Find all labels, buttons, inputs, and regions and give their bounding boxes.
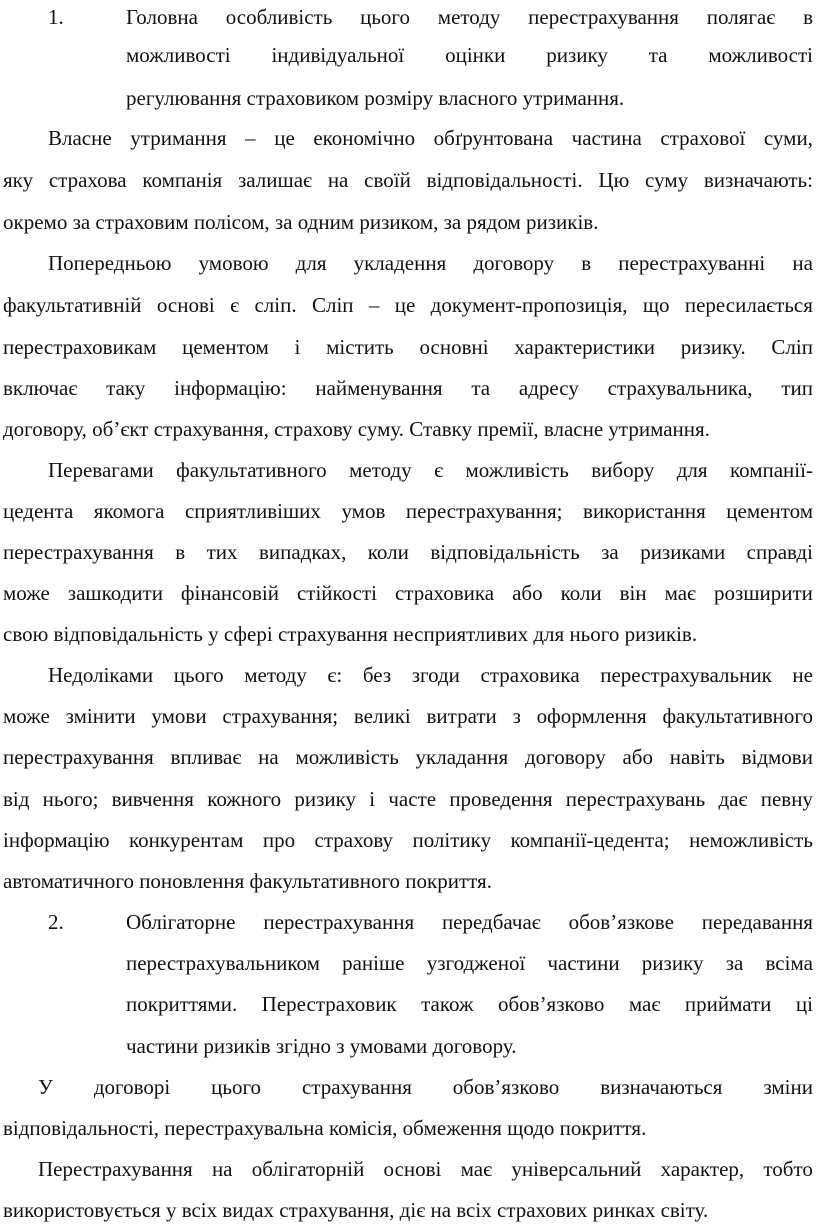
paragraph-line	[3, 583, 813, 604]
word: оформлення	[536, 704, 647, 728]
word: утримання	[130, 126, 227, 150]
word: впливає	[170, 745, 242, 769]
word: економічно	[313, 126, 416, 150]
word: цементом	[182, 335, 269, 359]
paragraph-line	[48, 128, 813, 149]
word: перестрахування	[3, 745, 154, 769]
word: перестрахування	[3, 540, 154, 564]
word: він	[619, 581, 647, 605]
word: на	[258, 745, 279, 769]
word: зашкодити	[67, 581, 163, 605]
word: цедента	[3, 499, 74, 523]
paragraph-line	[3, 789, 813, 810]
word: цього	[173, 663, 224, 687]
word: укладання	[415, 745, 509, 769]
word: компанія	[142, 168, 223, 192]
word: умови	[151, 704, 207, 728]
word: і	[369, 787, 376, 811]
word: страховика	[394, 581, 495, 605]
word: на	[327, 168, 349, 192]
word: частина	[571, 126, 642, 150]
word: коли	[560, 581, 602, 605]
word: страховика	[480, 663, 580, 687]
word: характер,	[660, 1157, 745, 1181]
word: облігаторній	[251, 1157, 365, 1181]
word: також	[421, 992, 474, 1016]
word: фінансовій	[180, 581, 279, 605]
word: ризиками	[640, 540, 726, 564]
word: раніше	[342, 951, 405, 975]
word: методу	[349, 458, 412, 482]
word: основі	[156, 293, 215, 317]
word: можливості	[126, 43, 231, 67]
word: узгодженої	[426, 951, 526, 975]
word: розширити	[714, 581, 813, 605]
word: Попередньою	[48, 251, 172, 275]
list-item-line	[126, 45, 813, 66]
word: для	[295, 251, 327, 275]
word: змінити	[65, 704, 136, 728]
word: суми,	[763, 126, 813, 150]
word: пересилається	[684, 293, 813, 317]
word: перестрахування;	[405, 499, 563, 523]
word: приймати	[684, 992, 772, 1016]
word: покриттями.	[126, 992, 238, 1016]
word: –	[368, 293, 380, 317]
word: має	[664, 581, 697, 605]
word: стійкості	[296, 581, 378, 605]
paragraph-line: свою відповідальність у сфері страхування несприятливих для нього ризиків.	[3, 622, 698, 646]
list-number: 2.	[48, 910, 64, 934]
word: компанії-цедента;	[510, 828, 670, 852]
word: це	[274, 126, 295, 150]
word: Облігаторне	[126, 910, 236, 934]
word: перестраховикам	[3, 335, 157, 359]
word: згоди	[411, 663, 460, 687]
word: та	[648, 43, 668, 67]
word: перестрахувальником	[126, 951, 320, 975]
paragraph-line	[3, 542, 813, 563]
word: в	[581, 251, 592, 275]
word: може	[3, 704, 50, 728]
word: Перевагами	[48, 458, 154, 482]
word: або	[622, 745, 653, 769]
word: інформацію	[3, 828, 110, 852]
word: полягає	[706, 5, 776, 29]
word: є:	[327, 663, 343, 687]
word: частини	[547, 951, 620, 975]
word: особливість	[225, 5, 333, 29]
word: обов’язкове	[568, 910, 674, 934]
word: методу	[244, 663, 307, 687]
word: на	[792, 251, 813, 275]
word: має	[460, 1157, 493, 1181]
word: якомога	[93, 499, 165, 523]
word: з	[512, 704, 521, 728]
word: про	[262, 828, 296, 852]
word: проведення	[449, 787, 553, 811]
list-item-line: регулювання страховиком розміру власного утримання.	[126, 86, 625, 110]
word: факультативного	[176, 458, 327, 482]
word: Недоліками	[48, 663, 154, 687]
word: цементом	[726, 499, 813, 523]
word: договору	[473, 251, 555, 275]
word: яку	[3, 168, 34, 192]
word: що	[642, 293, 670, 317]
word: вивчення	[111, 787, 194, 811]
word: використання	[583, 499, 706, 523]
word: Перестрахування	[38, 1157, 193, 1181]
paragraph-line: договору, об’єкт страхування, страхову суму. Ставку премії, власне утримання.	[3, 417, 710, 441]
word: витрати	[426, 704, 497, 728]
word: страхової	[660, 126, 746, 150]
word: страхова	[48, 168, 127, 192]
word: не	[792, 663, 813, 687]
word: великі	[353, 704, 411, 728]
word: сліп.	[254, 293, 297, 317]
word: або	[512, 581, 543, 605]
word: може	[3, 581, 50, 605]
paragraph-line	[48, 253, 813, 274]
word: тип	[781, 376, 813, 400]
word: від	[3, 787, 30, 811]
list-item-line: частини ризиків згідно з умовами договору.	[126, 1034, 517, 1058]
word: адресу	[518, 376, 579, 400]
word: ризику	[294, 787, 357, 811]
word: на	[211, 1157, 233, 1181]
paragraph-line: окремо за страховим полісом, за одним ризиком, за рядом ризиків.	[3, 210, 599, 234]
word: сприятливіших	[184, 499, 321, 523]
word: цього	[360, 5, 411, 29]
word: в	[175, 540, 186, 564]
paragraph-line	[3, 747, 813, 768]
word: для	[676, 458, 708, 482]
paragraph-line: відповідальності, перестрахувальна комісія, обмеження щодо покриття.	[3, 1116, 647, 1140]
word: ризику	[546, 43, 608, 67]
word: і	[294, 335, 301, 359]
word: факультативного	[662, 704, 813, 728]
word: методу	[437, 5, 501, 29]
word: в	[803, 5, 813, 29]
word: за	[725, 951, 744, 975]
word: визначаються	[600, 1075, 723, 1099]
word: відповідальності.	[426, 168, 583, 192]
word: –	[245, 126, 256, 150]
word: характеристики	[514, 335, 656, 359]
paragraph-line	[38, 1077, 813, 1098]
paragraph-line	[3, 830, 813, 851]
word: передбачає	[441, 910, 541, 934]
word: певну	[760, 787, 813, 811]
paragraph-line	[38, 1159, 813, 1180]
word: це	[394, 293, 416, 317]
word: Власне	[48, 126, 112, 150]
word: оцінки	[445, 43, 506, 67]
word: обґрунтована	[433, 126, 554, 150]
word: відповідальність	[430, 540, 580, 564]
word: універсальний	[511, 1157, 642, 1181]
word: за	[601, 540, 619, 564]
paragraph-line	[3, 337, 813, 358]
word: та	[471, 376, 491, 400]
word: інформацію:	[174, 376, 287, 400]
word: навіть	[669, 745, 725, 769]
word: перестрахувань	[565, 787, 706, 811]
word: індивідуальної	[271, 43, 405, 67]
word: документ-пропозиція,	[430, 293, 628, 317]
word: можливість	[295, 745, 399, 769]
word: визначають:	[703, 168, 813, 192]
word: ці	[795, 992, 813, 1016]
word: таку	[106, 376, 146, 400]
paragraph-line: автоматичного поновлення факультативного покриття.	[3, 869, 492, 893]
word: перестрахувальник	[600, 663, 772, 687]
word: всіма	[765, 951, 813, 975]
word: часте	[388, 787, 437, 811]
word: нього;	[42, 787, 99, 811]
word: включає	[3, 376, 78, 400]
word: залишає	[238, 168, 313, 192]
word: є	[230, 293, 240, 317]
word: договору	[524, 745, 606, 769]
word: ризику.	[680, 335, 746, 359]
word: Сліп	[771, 335, 813, 359]
word: обов’язково	[497, 992, 605, 1016]
paragraph-line: використовується у всіх видах страхування, діє на всіх страхових ринках світу.	[3, 1198, 709, 1222]
word: відмови	[741, 745, 813, 769]
word: випадках,	[258, 540, 347, 564]
word: факультативній	[3, 293, 142, 317]
word: страхування	[301, 1075, 412, 1099]
list-number: 1.	[48, 5, 64, 29]
word: основні	[419, 335, 489, 359]
word: можливість	[465, 458, 569, 482]
word: Головна	[126, 5, 198, 29]
word: укладення	[353, 251, 447, 275]
word: обов’язково	[452, 1075, 560, 1099]
list-item-line	[126, 953, 813, 974]
paragraph-line	[48, 665, 813, 686]
word: умов	[341, 499, 386, 523]
paragraph-line	[3, 501, 813, 522]
word: конкурентам	[129, 828, 244, 852]
word: договорі	[93, 1075, 171, 1099]
word: містить	[326, 335, 394, 359]
word: ризику	[641, 951, 704, 975]
word: У	[38, 1075, 53, 1099]
word: вибору	[591, 458, 655, 482]
word: страхування;	[222, 704, 339, 728]
word: є	[434, 458, 444, 482]
list-item-line	[126, 994, 813, 1015]
paragraph-line	[48, 460, 813, 481]
word: політику	[412, 828, 492, 852]
paragraph-line	[3, 706, 813, 727]
word: перестрахування	[263, 910, 415, 934]
word: можливості	[708, 43, 813, 67]
word: тобто	[763, 1157, 813, 1181]
list-item-line	[126, 912, 813, 933]
word: цього	[211, 1075, 262, 1099]
word: без	[362, 663, 392, 687]
word: передавання	[701, 910, 813, 934]
word: страхову	[314, 828, 394, 852]
word: зміни	[763, 1075, 813, 1099]
paragraph-line	[3, 295, 813, 316]
word: неможливість	[689, 828, 813, 852]
word: кожного	[207, 787, 282, 811]
word: компанії-	[729, 458, 813, 482]
word: справді	[746, 540, 813, 564]
word: має	[628, 992, 661, 1016]
word: перестрахування	[528, 5, 679, 29]
word: дає	[718, 787, 748, 811]
paragraph-line	[3, 378, 813, 399]
word: перестрахуванні	[618, 251, 766, 275]
word: страхувальника,	[607, 376, 753, 400]
word: Цю	[598, 168, 630, 192]
word: умовою	[198, 251, 269, 275]
word: суму	[645, 168, 689, 192]
paragraph-line	[3, 170, 813, 191]
word: тих	[206, 540, 238, 564]
word: найменування	[315, 376, 443, 400]
word: коли	[367, 540, 409, 564]
word: Перестраховик	[261, 992, 397, 1016]
list-item-line	[126, 7, 813, 28]
word: основі	[383, 1157, 442, 1181]
word: своїй	[364, 168, 411, 192]
word: Сліп	[311, 293, 354, 317]
